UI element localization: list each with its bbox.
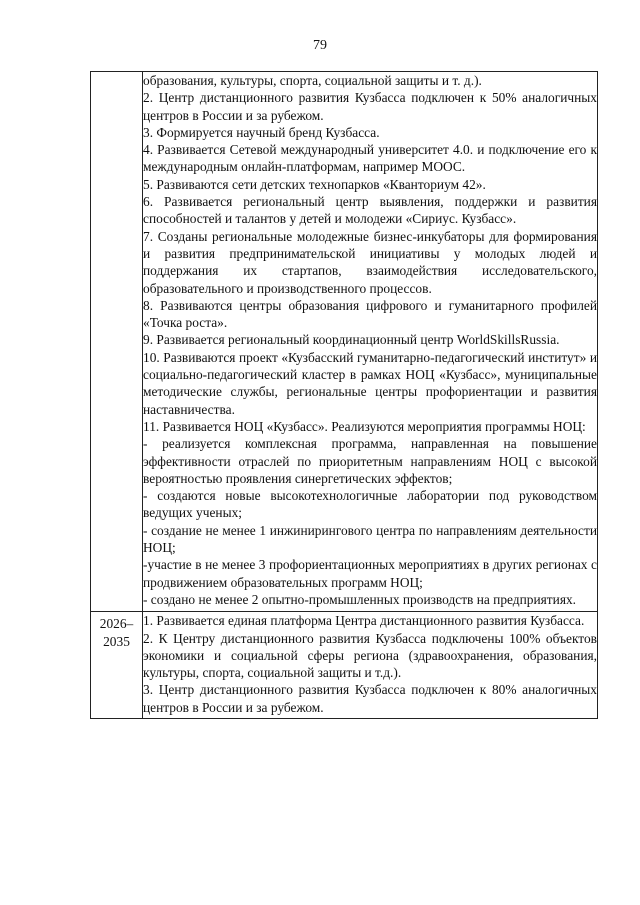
list-item: 9. Развивается региональный координационный центр WorldSkillsRussia. bbox=[143, 332, 560, 348]
period-cell bbox=[91, 72, 143, 612]
list-item: - создание не менее 1 инжинирингового центра по направлениям деятельности НОЦ; bbox=[143, 522, 597, 556]
list-item: образования, культуры, спорта, социальной защиты и т. д.). bbox=[143, 73, 482, 88]
list-item: 2. К Центру дистанционного развития Кузбасса подключены 100% объектов экономики и социальной сферы региона (здравоохранения, образования, культуры, спорта, социальной защиты и т.д.). bbox=[143, 630, 597, 681]
measures-table bbox=[90, 71, 598, 719]
period-cell: 2026–2035 bbox=[91, 612, 143, 719]
list-item: - создано не менее 2 опытно-промышленных производств на предприятиях. bbox=[143, 591, 577, 607]
list-item: 1. Развивается единая платформа Центра дистанционного развития Кузбасса. bbox=[143, 613, 585, 629]
list-item: 5. Развиваются сети детских технопарков «Кванториум 42». bbox=[143, 176, 486, 192]
measures-cell bbox=[143, 72, 598, 612]
list-item: 4. Развивается Сетевой международный университет 4.0. и подключение его к международным онлайн-платформам, например МООС. bbox=[143, 142, 597, 175]
list-item: - создаются новые высокотехнологичные лаборатории под руководством ведущих ученых; bbox=[143, 488, 597, 521]
list-item: 3. Центр дистанционного развития Кузбасса подключен к 80% аналогичных центров в России и за рубежом. bbox=[143, 682, 597, 715]
list-item: 10. Развиваются проект «Кузбасский гуманитарно-педагогический институт» и социально-педагогический кластер в рамках НОЦ «Кузбасс», муниципальные методические службы, региональные центры профориентации и развития наставничества. bbox=[143, 349, 597, 417]
measures-cell bbox=[143, 612, 598, 719]
list-item: 6. Развивается региональный центр выявления, поддержки и развития способностей и талантов у детей и молодежи «Сириус. Кузбасс». bbox=[143, 194, 597, 227]
list-item: 7. Созданы региональные молодежные бизнес-инкубаторы для формирования и развития предпринимательской инициативы у молодых людей и поддержания их стартапов, взаимодействия исследовательского, образовательного и производственного процессов. bbox=[143, 228, 597, 296]
list-item: 3. Формируется научный бренд Кузбасса. bbox=[143, 124, 380, 140]
page-number: 79 bbox=[313, 38, 327, 53]
table-row bbox=[91, 72, 598, 612]
list-item: 8. Развиваются центры образования цифрового и гуманитарного профилей «Точка роста». bbox=[143, 297, 597, 331]
list-item: -участие в не менее 3 профориентационных мероприятиях в других регионах с продвижением образовательных программ НОЦ; bbox=[143, 557, 597, 590]
list-item: 2. Центр дистанционного развития Кузбасса подключен к 50% аналогичных центров в России и за рубежом. bbox=[143, 90, 597, 123]
list-item: 11. Развивается НОЦ «Кузбасс». Реализуются мероприятия программы НОЦ: bbox=[143, 418, 586, 434]
table-row bbox=[91, 612, 598, 719]
list-item: - реализуется комплексная программа, направленная на повышение эффективности отраслей по приоритетным направлениям НОЦ с высокой вероятностью проявления синергетических эффектов; bbox=[143, 436, 597, 486]
